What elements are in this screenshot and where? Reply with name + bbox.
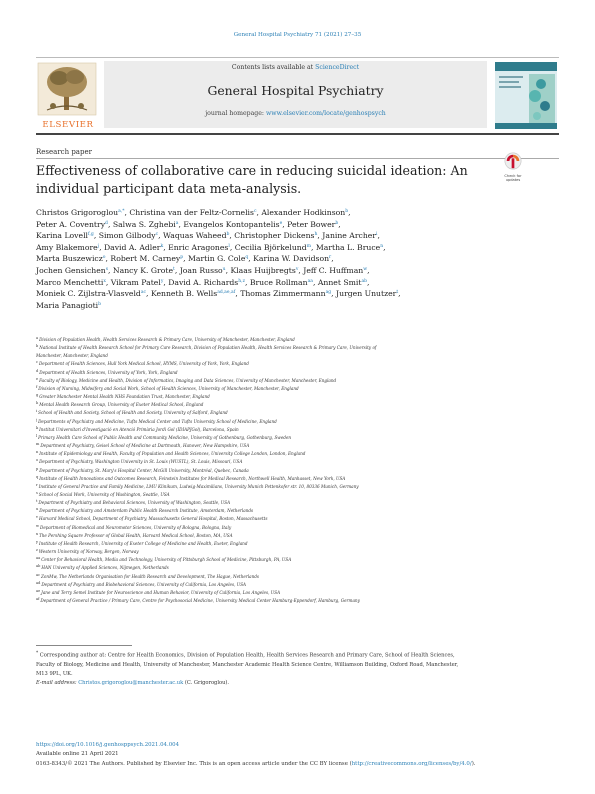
author-line: Christos Grigoroglou$^{a,*}$, Christina van der Feltz-Cornelis$^c$, Alexander Hodkinson$^b$, [36, 208, 351, 217]
author-affiliation-ref[interactable]: c [155, 232, 159, 238]
journal-title: General Hospital Psychiatry [207, 83, 384, 98]
author-affiliation-ref[interactable]: e [279, 220, 283, 226]
author-affiliation-ref[interactable]: a [175, 220, 179, 226]
affiliation-key: e [36, 376, 39, 381]
affiliation-item [36, 344, 559, 352]
affiliation-key: u [36, 507, 39, 512]
affiliation-text: Mental Health Research Group, University of Exeter Medical School, England [39, 402, 204, 408]
affiliation-item [36, 532, 559, 540]
affiliation-item [36, 597, 559, 605]
affiliation-item [36, 483, 559, 491]
author-affiliation-ref[interactable]: l [228, 243, 230, 249]
affiliation-text: Institute of Health Research, University of Exeter College of Medicine and Health, Exeter, England [38, 540, 248, 546]
affiliation-text: School of Social Work, University of Washington, Seattle, USA [38, 491, 170, 497]
affiliation-item [36, 499, 559, 507]
affiliation-item [36, 352, 559, 360]
crossmark-icon [504, 152, 522, 170]
author-name[interactable]: Peter A. Coventry [36, 219, 106, 229]
author-name[interactable]: Klaas Huijbregts [230, 265, 296, 275]
affiliation-key: r [36, 482, 38, 487]
affiliation-key: c [36, 360, 38, 365]
author-affiliation-ref[interactable]: b [226, 232, 230, 238]
author-affiliation-ref[interactable]: c [253, 209, 257, 214]
crossmark-line1: Check for [504, 174, 522, 178]
author-name[interactable]: Peter Bower [287, 219, 336, 229]
crossmark-badge[interactable] [500, 152, 526, 183]
affiliation-item [36, 401, 559, 409]
author-affiliation-ref[interactable]: i [376, 232, 378, 238]
author-affiliation-ref[interactable]: n [380, 243, 384, 249]
author-affiliation-ref[interactable]: q [245, 255, 249, 261]
author-affiliation-ref[interactable]: a,* [118, 209, 125, 214]
affiliation-key: w [36, 523, 39, 528]
affiliation-text: Western University of Norway, Bergen, Norway [38, 549, 139, 555]
author-affiliation-ref[interactable]: k [160, 243, 164, 249]
author-affiliation-ref[interactable]: ag [325, 290, 332, 296]
author-name[interactable]: David A. Richards [168, 277, 239, 287]
contents-prefix: Contents lists available at [231, 64, 316, 71]
author-line: Jochen Gensichen$^s$, Nancy K. Grote$^t$, Joan Russo$^u$, Klaas Huijbregts$^v$, Jeff C. Huffman$^w$, [36, 265, 370, 275]
license-prefix: 0163-8343/© 2021 The Authors. Published by Elsevier Inc. This is an open access article under the CC BY license ( [36, 760, 352, 767]
affiliation-list [36, 336, 559, 605]
corresponding-line-1 [36, 649, 559, 661]
author-name[interactable]: Martin G. Cole [188, 254, 246, 264]
author-affiliation-ref[interactable]: j [97, 243, 100, 249]
author-affiliation-ref[interactable]: f,g [87, 232, 94, 238]
affiliation-key: g [36, 393, 39, 398]
affiliation-text: Faculty of Biology, Medicine and Health, Division of Informatics, Imaging and Data Sciences, University of Manchester, Manchester, England [39, 377, 337, 383]
affiliation-item [36, 589, 559, 597]
crossmark-line2: updates [505, 178, 521, 183]
affiliation-item [36, 475, 559, 483]
affiliation-key: h [36, 401, 39, 406]
affiliation-text: The Pershing Square Professor of Global Health, Harvard Medical School, Boston, MA, USA [38, 532, 233, 538]
affiliation-text: HAN University of Applied Sciences, Nijmegen, Netherlands [41, 565, 169, 571]
affiliation-key: m [36, 442, 40, 447]
author-affiliation-ref[interactable]: b [345, 209, 349, 214]
affiliation-key: p [36, 466, 39, 471]
affiliation-key: q [36, 474, 39, 479]
affiliation-item [36, 573, 559, 581]
corresponding-line-2: Faculty of Biology, Medicine and Health, University of Manchester, Manchester Academic Health Science Centre, Williamson Building, Oxford Road, Manchester, [36, 661, 459, 668]
author-name[interactable]: Annet Smit [317, 277, 362, 287]
author-name[interactable]: Janine Archer [322, 231, 377, 241]
affiliation-item [36, 467, 559, 475]
corresponding-line-3: M13 9PL, UK. [36, 670, 73, 677]
author-affiliation-ref[interactable]: aa [307, 278, 313, 284]
affiliation-text: Division of Population Health, Health Services Research & Primary Care, University of Manchester, Manchester, England [39, 337, 295, 342]
affiliation-text: Department of Psychiatry and Biobehavioral Sciences, University of California, Los Angeles, USA [41, 581, 247, 587]
affiliation-key: ad [36, 580, 41, 585]
corresponding-marker: * [36, 651, 39, 656]
author-name[interactable]: Jeff C. Huffman [303, 265, 364, 275]
affiliation-item [36, 393, 559, 401]
affiliation-text: School of Health and Society, School of Health and Society, University of Salford, England [38, 410, 228, 416]
email-label: E-mail address: [36, 679, 77, 686]
affiliation-item [36, 426, 559, 434]
author-name[interactable]: Evangelos Kontopantelis [183, 219, 280, 229]
license-link[interactable]: http://creativecommons.org/licenses/by/4.0/ [351, 760, 472, 767]
affiliation-text: Institute of Health Innovations and Outcomes Research, Feinstein Institutes for Medical Research, Northwell Health, Manhasset, New York, USA [39, 475, 346, 481]
affiliation-item [36, 458, 559, 466]
affiliation-key: ab [36, 564, 41, 569]
author-affiliation-ref[interactable]: y [160, 278, 164, 284]
author-affiliation-ref[interactable]: d [105, 220, 108, 226]
affiliation-text: Departments of Psychiatry and Medicine, Tufts Medical Center and Tufts University School of Medicine, England [38, 418, 277, 424]
author-line: Marco Menchetti$^x$, Vikram Patel$^y$, David A. Richards$^{h,z}$, Bruce Rollman$^{aa}$, Annet Smit$^{ab}$, [36, 277, 370, 287]
author-name[interactable]: Karina Lovell [36, 231, 88, 241]
author-line [36, 300, 559, 312]
affiliation-key: i [36, 409, 38, 414]
author-name[interactable]: Marco Menchetti [36, 277, 104, 287]
affiliation-key: z [36, 548, 38, 553]
author-affiliation-ref[interactable]: t [173, 266, 175, 272]
author-affiliation-ref[interactable]: m [306, 243, 311, 249]
corresponding-author-note [36, 649, 559, 688]
elsevier-wordmark: ELSEVIER [42, 120, 94, 130]
affiliation-text: National Institute of Health Research School for Primary Care Research, Division of Population Health, Health Services Research & Primary Care, University of [39, 345, 377, 351]
affiliation-item [36, 385, 559, 393]
author-name[interactable]: Nancy K. Grote [112, 265, 173, 275]
affiliation-text: Manchester, Manchester, England [36, 353, 108, 359]
author-name[interactable]: Robert M. Carney [110, 254, 181, 264]
author-list [36, 207, 559, 311]
affiliation-text: Institut Universitari d'Investigació en Atenció Primària Jordi Gol (IDIAPJGol), Barcelona, Spain [39, 426, 239, 432]
author-name[interactable]: Karina W. Davidson [253, 254, 330, 264]
affiliation-item [36, 581, 559, 589]
article-footer [36, 741, 559, 769]
masthead-center [104, 61, 487, 128]
affiliation-item [36, 491, 559, 499]
affiliation-item [36, 442, 559, 450]
journal-masthead [36, 57, 559, 135]
license-line [36, 760, 559, 769]
author-affiliation-ref[interactable]: o [102, 255, 106, 261]
affiliation-text: Department of Psychiatry, Geisel School of Medicine at Dartmouth, Hanover, New Hampshire, USA [40, 443, 250, 449]
running-head[interactable]: General Hospital Psychiatry 71 (2021) 27–35 [233, 32, 362, 38]
author-line: Peter A. Coventry$^d$, Salwa S. Zghebi$^a$, Evangelos Kontopantelis$^e$, Peter Bower$^b$, [36, 219, 341, 229]
affiliation-text: Harvard Medical School, Department of Psychiatry, Massachusetts General Hospital, Boston, Massachusetts [38, 516, 268, 522]
affiliation-item [36, 377, 559, 385]
affiliation-text: Department of Health Sciences, Hull York Medical School, HYMS, University of York, York, England [38, 361, 249, 367]
homepage-label: journal homepage: [205, 110, 266, 117]
affiliation-key: s [36, 490, 38, 495]
author-name[interactable]: Enric Aragones [168, 242, 229, 252]
affiliation-text: Institute of Epidemiology and Health, Faculty of Population and Health Sciences, University College London, London, England [39, 451, 306, 457]
affiliation-text: Primary Health Care School of Public Health and Community Medicine, University of Gothenburg, Gothenburg, Sweden [38, 434, 292, 440]
elsevier-tree-logo-icon [37, 62, 97, 128]
author-name[interactable]: Bruce Rollman [249, 277, 308, 287]
author-affiliation-ref[interactable]: ac [140, 290, 147, 296]
author-name[interactable]: Waquas Waheed [163, 231, 227, 241]
affiliation-key: ae [36, 588, 41, 593]
affiliation-item [36, 507, 559, 515]
author-name[interactable]: Simon Gilbody [98, 231, 156, 241]
affiliation-item [36, 418, 559, 426]
author-affiliation-ref[interactable]: s [105, 266, 109, 272]
affiliation-key: a [36, 336, 39, 340]
affiliation-text: Jane and Terry Semel Institute for Neuroscience and Human Behavior, University of California, Los Angeles, USA [41, 589, 281, 595]
affiliation-text: Department of Health Sciences, University of York, York, England [39, 369, 178, 375]
author-affiliation-ref[interactable]: v [295, 266, 299, 272]
affiliation-item [36, 450, 559, 458]
author-name[interactable]: Amy Blakemore [36, 242, 98, 252]
affiliation-key: v [36, 515, 38, 520]
author-name[interactable]: Maria Panagioti [36, 300, 99, 310]
author-name[interactable]: Martha L. Bruce [315, 242, 381, 252]
author-affiliation-ref[interactable]: h,z [238, 278, 245, 284]
footnote-divider [36, 645, 132, 646]
author-name[interactable]: Jochen Gensichen [36, 265, 106, 275]
affiliation-key: y [36, 539, 38, 544]
affiliation-key: d [36, 368, 39, 373]
author-line: Karina Lovell$^{f,g}$, Simon Gilbody$^c$, Waquas Waheed$^b$, Christopher Dickens$^h$, Janine Archer$^i$, [36, 231, 380, 241]
author-name[interactable]: Salwa S. Zghebi [112, 219, 176, 229]
affiliation-text: Department of Psychiatry, St. Mary's Hospital Center, McGill University, Montréal, Quebec, Canada [39, 467, 249, 473]
affiliation-key: b [36, 344, 39, 349]
affiliation-item [36, 360, 559, 368]
affiliation-item [36, 548, 559, 556]
affiliation-key: k [36, 425, 39, 430]
affiliation-item [36, 369, 559, 377]
header-divider [36, 158, 559, 159]
affiliation-text: Institute of General Practice and Family Medicine, LMU Klinikum, Ludwig-Maximilians, University Munich Pettenkofer str. 10, 80336 Munich, Germany [38, 483, 359, 489]
affiliation-item [36, 556, 559, 564]
author-name[interactable]: Christina van der Feltz-Cornelis [129, 208, 254, 217]
affiliation-item [36, 524, 559, 532]
affiliation-text: Department of Biomedical and Neuromotor Sciences, University of Bologna, Bologna, Italy [40, 524, 232, 530]
author-name[interactable]: Joan Russo [179, 265, 223, 275]
author-affiliation-ref[interactable]: ab [361, 278, 368, 284]
author-name[interactable]: Christopher Dickens [234, 231, 315, 241]
author-line: Amy Blakemore$^j$, David A. Adler$^k$, Enric Aragones$^l$, Cecilia Björkelund$^m$, Martha L. Bruce$^n$, [36, 242, 386, 252]
affiliation-key: aa [36, 556, 41, 561]
author-affiliation-ref[interactable]: ad,ae,af [217, 290, 236, 296]
affiliation-item [36, 409, 559, 417]
email-line [36, 679, 559, 688]
author-name[interactable]: Marta Buszewicz [36, 254, 103, 264]
affiliation-item [36, 515, 559, 523]
affiliation-key: af [36, 597, 40, 601]
affiliation-text: Department of Psychiatry and Behavioral Sciences, University of Washington, Seattle, USA [38, 500, 231, 506]
available-online: Available online 21 April 2021 [36, 751, 119, 758]
affiliation-text: Division of Nursing, Midwifery and Social Work, School of Health Sciences, University of Manchester, Manchester, England [38, 385, 299, 391]
author-name[interactable]: Moniek C. Zijlstra-Vlasveld [36, 289, 141, 299]
author-name[interactable]: Thomas Zimmermann [240, 289, 326, 299]
affiliation-key: t [36, 499, 38, 504]
article-type: Research paper [36, 148, 92, 156]
author-affiliation-ref[interactable]: r [329, 255, 332, 261]
author-email-link[interactable]: Christos.grigoroglou@manchester.ac.uk [78, 679, 184, 686]
affiliation-item [36, 336, 559, 344]
author-affiliation-ref[interactable]: p [180, 255, 184, 261]
email-suffix: (C. Grigoroglou). [184, 679, 230, 686]
affiliation-key: j [36, 417, 38, 422]
affiliation-key: ac [36, 572, 41, 577]
affiliation-key: o [36, 458, 39, 463]
author-name[interactable]: Vikram Patel [110, 277, 161, 287]
corresponding-text-1: Corresponding author at: Centre for Health Economics, Division of Population Health, Health Services Research and Primary Care, School of Health Sciences, [39, 652, 455, 659]
author-affiliation-ref[interactable]: b [98, 301, 102, 307]
author-line: Marta Buszewicz$^o$, Robert M. Carney$^p$, Martin G. Cole$^q$, Karina W. Davidson$^r$, [36, 254, 334, 264]
affiliation-item [36, 540, 559, 548]
author-name[interactable]: Christos Grigoroglou [36, 208, 119, 217]
license-suffix: ). [471, 760, 476, 767]
affiliation-item [36, 564, 559, 572]
affiliation-text: Department of General Practice / Primary Care, Centre for Psychosocial Medicine, University Medical Center Hamburg-Eppendorf, Hamburg, Germany [40, 598, 360, 603]
affiliation-key: l [36, 433, 38, 438]
author-name[interactable]: David A. Adler [103, 242, 161, 252]
author-affiliation-ref[interactable]: t [396, 290, 399, 296]
author-name[interactable]: Jurgen Unutzer [336, 289, 397, 299]
affiliation-text: Center for Behavioral Health, Media and Technology, University of Pittsburgh School of Medicine, Pittsburgh, PA, USA [41, 557, 292, 563]
journal-homepage-line [104, 110, 487, 117]
author-affiliation-ref[interactable]: x [103, 278, 106, 284]
affiliation-text: Greater Manchester Mental Health NHS Foundation Trust, Manchester, England [39, 394, 210, 400]
journal-cover-thumbnail-icon [495, 62, 557, 129]
author-affiliation-ref[interactable]: w [363, 266, 368, 272]
author-line: Moniek C. Zijlstra-Vlasveld$^{ac}$, Kenneth B. Wells$^{ad,ae,af}$, Thomas Zimmermann$^{ag}$, Jurgen Unutzer$^t$, [36, 289, 401, 299]
article-title: Effectiveness of collaborative care in reducing suicidal ideation: An individual participant data meta-analysis. [36, 163, 468, 196]
author-affiliation-ref[interactable]: h [314, 232, 318, 238]
doi-link[interactable]: https://doi.org/10.1016/j.genhosppsych.2021.04.004 [36, 742, 179, 748]
author-name[interactable]: Cecilia Björkelund [234, 242, 307, 252]
affiliation-text: Department of Psychiatry and Amsterdam Public Health Research Institute, Amsterdam, Netherlands [39, 508, 254, 514]
affiliation-key: n [36, 450, 39, 455]
homepage-link[interactable]: www.elsevier.com/locate/genhospsych [265, 110, 386, 117]
contents-line [104, 64, 487, 71]
affiliation-key: x [36, 531, 38, 536]
author-name[interactable]: Kenneth B. Wells [150, 289, 218, 299]
author-affiliation-ref[interactable]: b [335, 220, 339, 226]
affiliation-key: f [36, 384, 38, 389]
author-name[interactable]: Alexander Hodkinson [261, 208, 346, 217]
affiliation-text: Department of Psychiatry, Washington University in St. Louis (WUSTL), St. Louis, Missouri, USA [39, 459, 243, 465]
affiliation-item [36, 434, 559, 442]
author-affiliation-ref[interactable]: u [222, 266, 226, 272]
affiliation-text: ZonMw, The Netherlands Organisation for Health Research and Development, The Hague, Netherlands [41, 573, 260, 579]
sciencedirect-link[interactable]: ScienceDirect [315, 64, 360, 71]
